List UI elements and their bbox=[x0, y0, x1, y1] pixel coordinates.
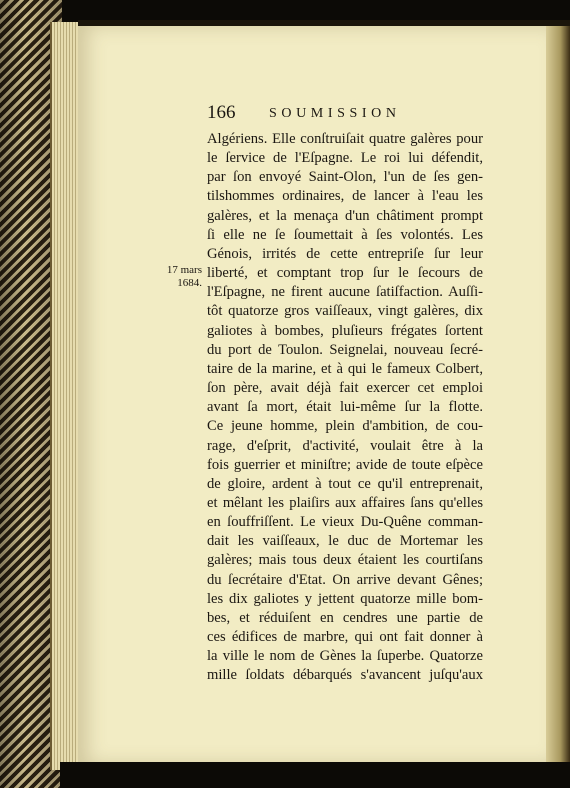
body-text bbox=[207, 130, 483, 686]
text-line: du ſecrétaire d'Etat. On arrive devant Gênes; bbox=[207, 571, 483, 588]
text-line: en ſouffriſſent. Le vieux Du-Quêne comman- bbox=[207, 514, 483, 531]
text-line: galiotes à bombes, pluſieurs frégates ſortent bbox=[207, 322, 483, 339]
bottom-shadow bbox=[60, 762, 570, 788]
text-line: de gloire, ardent à tout ce qu'il entreprenait, bbox=[207, 475, 483, 492]
facing-page-edge bbox=[546, 26, 570, 766]
text-line: les dix galiotes y jettent quatorze mille bom- bbox=[207, 590, 483, 607]
text-line: avant ſa mort, était lui-même ſur la flotte. bbox=[207, 399, 483, 416]
text-line: taire de la marine, et à qui le fameux Colbert, bbox=[207, 360, 483, 377]
text-line: fois guerrier et miniſtre; avide de toute eſpèce bbox=[207, 456, 483, 473]
text-line: tôt quatorze gros vaiſſeaux, vingt galères, dix bbox=[207, 303, 483, 320]
text-line: Ce jeune homme, plein d'ambition, de cou- bbox=[207, 418, 483, 435]
text-line: ſi elle ne ſe ſoumettait à ſes volontés. Les bbox=[207, 226, 483, 243]
text-line: liberté, et comptant trop ſur le ſecours de bbox=[207, 265, 483, 282]
text-line: Génois, irrités de cette entrepriſe ſur leur bbox=[207, 245, 483, 262]
text-line: tilshommes ordinaires, de lancer à l'eau les bbox=[207, 188, 483, 205]
page-number: 166 bbox=[207, 102, 236, 123]
text-line: et mêlant les plaiſirs aux affaires ſans qu'elles bbox=[207, 494, 483, 511]
text-line: galères, et la menaça d'un châtiment prompt bbox=[207, 207, 483, 224]
text-line: bes, et réduiſent en cendres une partie de bbox=[207, 609, 483, 626]
text-line: ces édifices de marbre, qui ont fait donner à bbox=[207, 629, 483, 646]
text-line: ſon père, avait déjà fait exercer cet emploi bbox=[207, 380, 483, 397]
text-line: le ſervice de l'Eſpagne. Le roi lui défendit, bbox=[207, 150, 483, 167]
text-line: Algériens. Elle conſtruiſait quatre galères pour bbox=[207, 131, 483, 147]
page-header bbox=[207, 102, 487, 126]
text-line: galères; mais tous deux étaient les courtiſans bbox=[207, 552, 483, 569]
margin-year: 1684. bbox=[177, 277, 202, 289]
margin-note bbox=[138, 264, 202, 290]
text-line: la ville le nom de Gènes la ſuperbe. Quatorze bbox=[207, 648, 483, 665]
text-line: rage, d'eſprit, d'activité, voulait être à la bbox=[207, 437, 483, 454]
text-line: du port de Toulon. Seignelai, nouveau ſecré- bbox=[207, 341, 483, 358]
text-line: mille ſoldats débarqués s'avancent juſqu'aux bbox=[207, 667, 483, 684]
text-line: dait les vaiſſeaux, le duc de Mortemar les bbox=[207, 533, 483, 550]
running-title: SOUMISSION bbox=[269, 106, 401, 121]
text-line: par ſon envoyé Saint-Olon, l'un de ſes gen- bbox=[207, 169, 483, 186]
margin-date: 17 mars bbox=[166, 264, 202, 276]
text-line: l'Eſpagne, ne firent aucune ſatiſfaction. Auſſi- bbox=[207, 284, 483, 301]
